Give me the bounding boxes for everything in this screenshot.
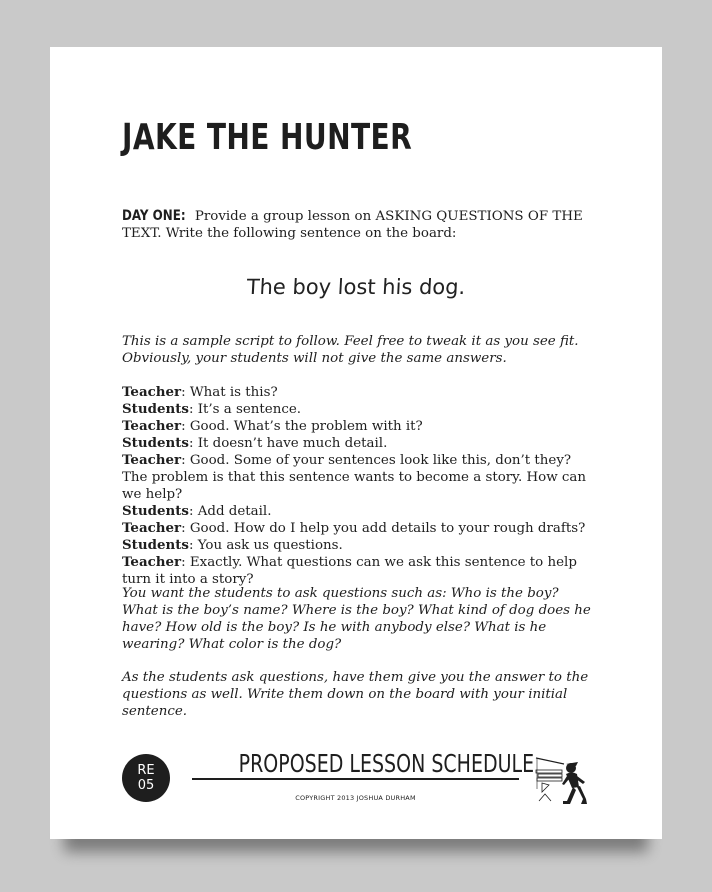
- dialogue-speaker: Teacher: [122, 384, 182, 400]
- badge-line-2: 05: [137, 778, 155, 793]
- dialogue-text: : Add detail.: [188, 504, 272, 519]
- document-title: JAKE THE HUNTER: [122, 117, 413, 158]
- dialogue-text: : You ask us questions.: [188, 538, 343, 553]
- board-sentence: The boy lost his dog.: [246, 275, 466, 299]
- day-one-label: DAY ONE:: [122, 208, 186, 224]
- lesson-code-badge: [122, 754, 170, 802]
- dialogue-text: : Good. How do I help you add details to your rough drafts?: [181, 521, 586, 536]
- dialogue-speaker: Teacher: [122, 452, 182, 468]
- day-one-text: Provide a group lesson on ASKING QUESTIONS OF THE TEXT. Write the following sentence on the board:: [122, 209, 583, 241]
- dialogue-line: [122, 503, 592, 520]
- badge-line-1: RE: [137, 763, 155, 778]
- dialogue-line: [122, 401, 592, 418]
- dialogue-text: : It’s a sentence.: [188, 402, 302, 417]
- answers-paragraph: As the students ask questions, have them give you the answer to the questions as well. Write them down on the board with your initial sentence.: [122, 670, 589, 719]
- dialogue-text: : It doesn’t have much detail.: [188, 436, 388, 451]
- footer-title-text: PROPOSED LESSON SCHEDULE: [238, 749, 535, 778]
- dialogue-speaker: Teacher: [122, 554, 182, 570]
- dialogue-speaker: Students: [122, 435, 189, 451]
- dialogue-speaker: Students: [122, 401, 189, 417]
- dialogue-line: [122, 435, 592, 452]
- dialogue-text: : What is this?: [181, 385, 278, 400]
- dialogue-text: : Good. Some of your sentences look like this, don’t they? The problem is that this sentence wants to become a story. How can we help?: [122, 453, 587, 502]
- copyright-text: COPYRIGHT 2013 JOSHUA DURHAM: [295, 794, 416, 802]
- dialogue-speaker: Teacher: [122, 520, 182, 536]
- dialogue-line: [122, 537, 592, 554]
- questions-paragraph: You want the students to ask questions such as: Who is the boy? What is the boy’s name? Where is the boy? What kind of dog does he have? How old is the boy? Is he with anybody else? What is he wearing? What color is the dog?: [122, 586, 591, 652]
- footer-title: [192, 748, 535, 780]
- dialogue-speaker: Students: [122, 537, 189, 553]
- dialogue-text: : Exactly. What questions can we ask this sentence to help turn it into a story?: [122, 555, 577, 587]
- dialogue-line: [122, 384, 592, 401]
- script-note: This is a sample script to follow. Feel free to tweak it as you see fit. Obviously, your students will not give the same answers.: [122, 334, 579, 366]
- dialogue-speaker: Students: [122, 503, 189, 519]
- document-page: [50, 47, 662, 839]
- dialogue-text: : Good. What’s the problem with it?: [181, 419, 423, 434]
- dialogue-line: [122, 554, 592, 588]
- hunter-silhouette-icon: [533, 749, 593, 807]
- day-one-instructions: [122, 208, 592, 242]
- dialogue-line: [122, 452, 592, 503]
- dialogue-speaker: Teacher: [122, 418, 182, 434]
- sample-dialogue: [122, 384, 592, 588]
- dialogue-line: [122, 418, 592, 435]
- dialogue-line: [122, 520, 592, 537]
